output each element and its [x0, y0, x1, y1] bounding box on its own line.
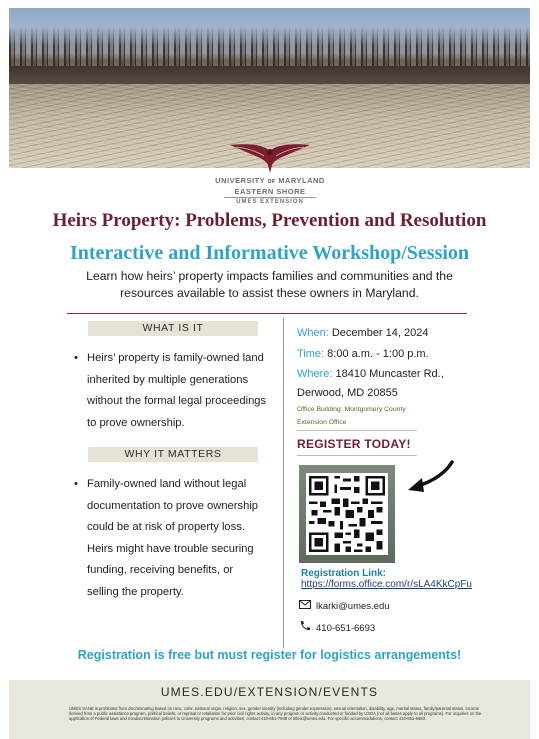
footer-fine-print: UMES SANE is prohibited from discriminating based on race, color, national origin, religion, sex, gender identity (including gender expression), sexual orientation, disability, age, marital status, family/parental status, income derived from a public assistance program, political beliefs, or reprisal or retaliation for prior civil rights activity, in any program or activity conducted or funded by USDA (not all bases apply to all programs). For inquiries on the application of Federal laws and nondiscrimination policies to University programs and activities, contact 410-651-7949 or titleix@umes.edu. For specific accommodations, contact 410-651-6693. [69, 706, 482, 722]
mail-icon [299, 600, 311, 609]
why-it-matters-bullet [74, 474, 274, 603]
page-title: Heirs Property: Problems, Prevention and Resolution [52, 210, 487, 231]
where-line: 18410 Muncaster Rd., [335, 368, 444, 380]
qr-code-icon[interactable] [306, 472, 388, 556]
tree-line [9, 66, 530, 86]
section-divider [67, 313, 467, 314]
where-row [297, 368, 444, 380]
footer-url[interactable]: UMES.EDU/EXTENSION/EVENTS [160, 685, 379, 699]
column-divider [283, 318, 284, 648]
hawk-logo-icon [228, 141, 312, 175]
office-line: Office Building: Montgomery County [297, 406, 406, 413]
phone-number[interactable]: 410-651-6693 [316, 623, 376, 634]
bullet-line: inherited by multiple generations [87, 373, 249, 386]
umes-logo [200, 141, 340, 206]
email-address[interactable]: lkarki@umes.edu [316, 601, 390, 612]
office-building-note [297, 403, 417, 429]
bullet-line: Family-owned land without legal [87, 478, 247, 490]
logo-line-extension: UMES EXTENSION [224, 197, 316, 206]
bullet-line: Heirs might have trouble securing [87, 542, 254, 555]
what-is-it-bullet [74, 348, 274, 434]
time-row [297, 348, 429, 360]
intro-text [60, 268, 479, 302]
bullet-dot: • [74, 352, 78, 364]
when-label: When: [297, 327, 329, 339]
bullet-line: funding, receiving benefits, or [87, 564, 234, 576]
phone-row [299, 620, 375, 634]
bullet-line: to prove ownership. [87, 416, 185, 429]
email-row [299, 600, 390, 612]
logo-line-eastern-shore: EASTERN SHORE [234, 187, 306, 196]
bullet-line: documentation to prove ownership [87, 499, 259, 512]
bullet-line: without the formal legal proceedings [87, 395, 267, 407]
why-it-matters-heading: WHY IT MATTERS [88, 447, 258, 462]
bullet-line: selling the property. [87, 585, 184, 598]
registration-link[interactable]: https://forms.office.com/r/sLA4KkCpFu [301, 579, 472, 590]
office-line: Extension Office [297, 419, 347, 426]
bullet-dot: • [74, 478, 78, 490]
logo-line-university: UNIVERSITY OF MARYLAND [215, 176, 325, 185]
registration-link-label: Registration Link: [301, 568, 387, 579]
office-underline [297, 430, 417, 431]
register-underline [297, 455, 417, 456]
qr-code-card[interactable] [299, 465, 395, 563]
page-subtitle: Interactive and Informative Workshop/Session [69, 242, 470, 264]
time-value: 8:00 a.m. - 1:00 p.m. [327, 348, 429, 360]
phone-icon [299, 620, 311, 631]
what-is-it-heading: WHAT IS IT [88, 321, 258, 336]
footer [9, 680, 530, 739]
arrow-icon [402, 458, 456, 496]
when-row [297, 327, 428, 339]
time-label: Time: [297, 348, 325, 360]
bullet-line: Heirs’ property is family-owned land [87, 352, 264, 364]
where-label: Where: [297, 368, 333, 380]
when-value: December 14, 2024 [331, 327, 429, 339]
register-today-heading: REGISTER TODAY! [297, 437, 411, 451]
bullet-line: could be at risk of property loss. [87, 521, 245, 533]
intro-line: resources available to assist these owners in Maryland. [120, 286, 419, 300]
where-row-2: Derwood, MD 20855 [297, 387, 398, 399]
intro-line: Learn how heirs’ property impacts families and communities and the [86, 269, 453, 283]
registration-free-note: Registration is free but must register for logistics arrangements! [77, 648, 462, 662]
